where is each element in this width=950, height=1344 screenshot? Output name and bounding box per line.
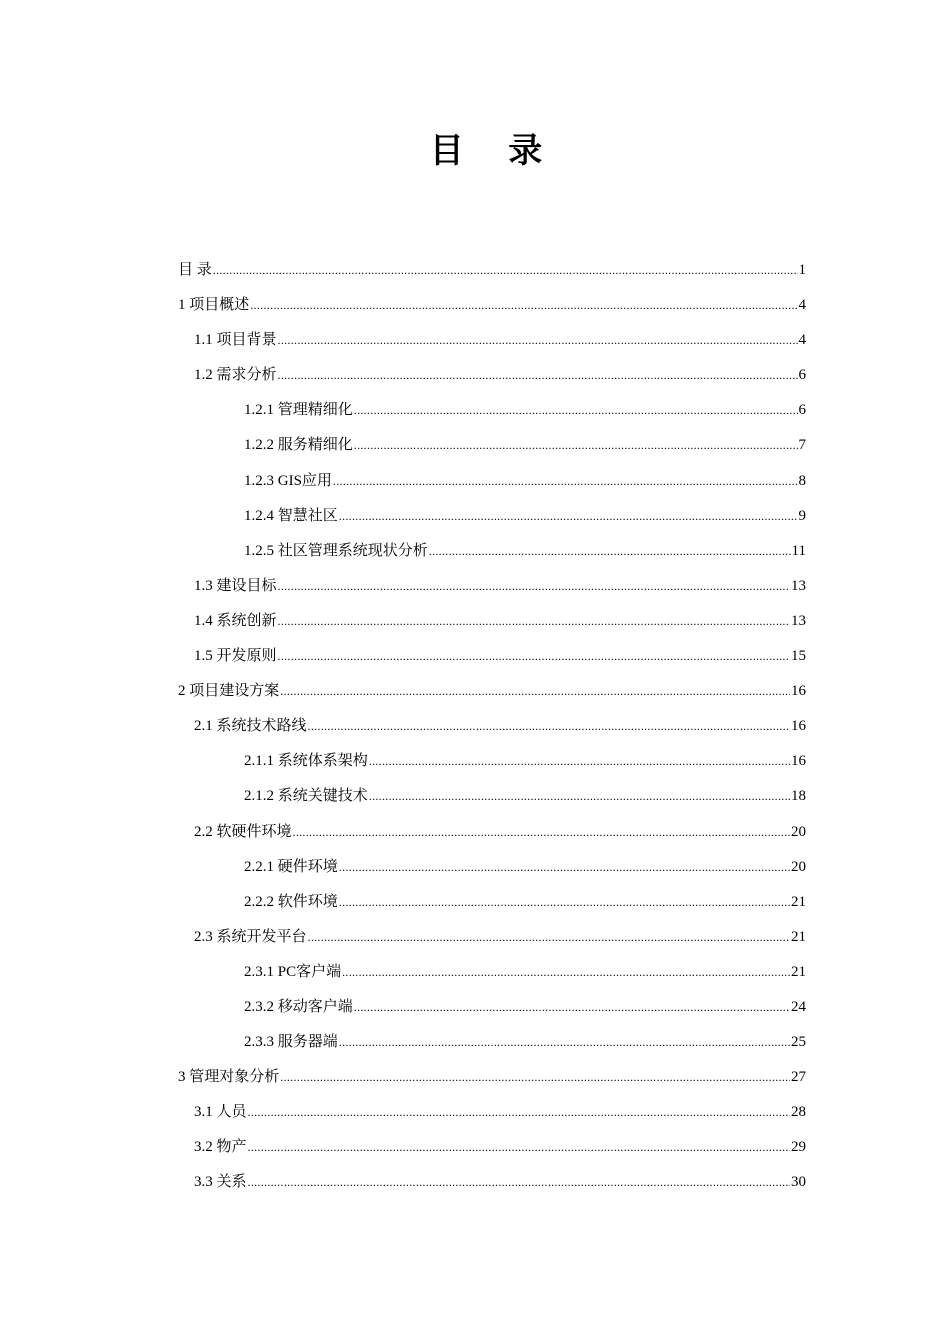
- toc-page-number: 4: [798, 297, 806, 314]
- toc-page-number: 20: [791, 858, 806, 875]
- toc-entry-label: 2 项目建设方案: [178, 683, 280, 700]
- toc-entry-label: 2.2.1 硬件环境: [244, 858, 338, 875]
- toc-entry-label: 2.1.2 系统关键技术: [244, 788, 368, 805]
- toc-entry-label: 2.2 软硬件环境: [194, 823, 292, 840]
- toc-entry-label: 1.2.5 社区管理系统现状分析: [244, 542, 428, 559]
- toc-entry-label: 1.2.3 GIS应用: [244, 472, 332, 489]
- toc-dot-leader: [339, 850, 790, 885]
- toc-page-number: 21: [791, 893, 806, 910]
- toc-entry[interactable]: [178, 955, 806, 990]
- toc-page-number: 4: [798, 332, 806, 349]
- toc-entry[interactable]: [178, 990, 806, 1025]
- toc-entry-label: 2.1.1 系统体系架构: [244, 753, 368, 770]
- toc-entry[interactable]: [178, 393, 806, 428]
- toc-dot-leader: [278, 569, 790, 604]
- toc-dot-leader: [333, 464, 798, 499]
- toc-entry-label: 3 管理对象分析: [178, 1069, 280, 1086]
- toc-entry[interactable]: [178, 639, 806, 674]
- toc-dot-leader: [339, 499, 798, 534]
- toc-entry[interactable]: [178, 1130, 806, 1165]
- toc-entry[interactable]: [178, 1025, 806, 1060]
- toc-dot-leader: [250, 288, 797, 323]
- toc-entry-label: 1.2.1 管理精细化: [244, 402, 353, 419]
- toc-entry[interactable]: [178, 358, 806, 393]
- toc-page-number: 28: [791, 1104, 806, 1121]
- toc-page-number: 9: [798, 507, 806, 524]
- toc-page-number: 8: [798, 472, 806, 489]
- toc-dot-leader: [429, 534, 791, 569]
- toc-page-number: 13: [791, 577, 806, 594]
- toc-entry[interactable]: [178, 674, 806, 709]
- toc-dot-leader: [248, 1165, 790, 1200]
- toc-entry[interactable]: [178, 885, 806, 920]
- toc-entry-label: 1.1 项目背景: [194, 332, 277, 349]
- toc-page-number: 21: [791, 928, 806, 945]
- toc-dot-leader: [278, 604, 790, 639]
- toc-page-number: 11: [791, 542, 806, 559]
- toc-entry-label: 1.2.2 服务精细化: [244, 437, 353, 454]
- toc-dot-leader: [293, 815, 790, 850]
- toc-dot-leader: [339, 885, 790, 920]
- toc-page-number: 30: [791, 1174, 806, 1191]
- toc-entry-label: 2.3.1 PC客户端: [244, 963, 342, 980]
- toc-entry-label: 3.2 物产: [194, 1139, 247, 1156]
- toc-page-number: 16: [791, 718, 806, 735]
- toc-dot-leader: [354, 990, 790, 1025]
- toc-dot-leader: [280, 674, 790, 709]
- toc-entry-label: 2.1 系统技术路线: [194, 718, 307, 735]
- toc-dot-leader: [354, 393, 798, 428]
- toc-dot-leader: [280, 1060, 790, 1095]
- toc-entry[interactable]: [178, 534, 806, 569]
- toc-page-number: 25: [791, 1034, 806, 1051]
- toc-entry[interactable]: [178, 464, 806, 499]
- toc-entry[interactable]: [178, 428, 806, 463]
- toc-entry-label: 3.3 关系: [194, 1174, 247, 1191]
- toc-page-number: 1: [798, 262, 806, 278]
- toc-dot-leader: [278, 639, 790, 674]
- toc-entry[interactable]: [178, 1165, 806, 1200]
- toc-entry[interactable]: [178, 744, 806, 779]
- toc-dot-leader: [278, 323, 798, 358]
- toc-entry[interactable]: [178, 323, 806, 358]
- toc-entry-label: 1.5 开发原则: [194, 648, 277, 665]
- toc-entry[interactable]: [178, 253, 806, 288]
- toc-entry[interactable]: [178, 288, 806, 323]
- toc-entry[interactable]: [178, 850, 806, 885]
- toc-page-number: 6: [798, 402, 806, 419]
- toc-entry-label: 1.2.4 智慧社区: [244, 507, 338, 524]
- toc-entry-label: 2.2.2 软件环境: [244, 893, 338, 910]
- toc-entry-label: 1.2 需求分析: [194, 367, 277, 384]
- toc-entry-label: 2.3.2 移动客户端: [244, 998, 353, 1015]
- toc-entry[interactable]: [178, 815, 806, 850]
- toc-page-number: 16: [791, 683, 806, 700]
- toc-entry-label: 1.4 系统创新: [194, 612, 277, 629]
- table-of-contents: [178, 253, 806, 1201]
- toc-page-number: 27: [791, 1069, 806, 1086]
- toc-dot-leader: [213, 253, 798, 288]
- toc-page-number: 29: [791, 1139, 806, 1156]
- toc-entry[interactable]: [178, 499, 806, 534]
- toc-page-number: 15: [791, 648, 806, 665]
- toc-page-number: 6: [798, 367, 806, 384]
- toc-entry-label: 2.3 系统开发平台: [194, 928, 307, 945]
- toc-entry-label: 1.3 建设目标: [194, 577, 277, 594]
- toc-page-number: 21: [791, 963, 806, 980]
- toc-page-number: 20: [791, 823, 806, 840]
- toc-entry[interactable]: [178, 920, 806, 955]
- toc-dot-leader: [248, 1095, 790, 1130]
- page-title: 目 录: [429, 133, 561, 170]
- toc-entry[interactable]: [178, 1060, 806, 1095]
- toc-entry-label: 1 项目概述: [178, 297, 250, 314]
- toc-page-number: 18: [791, 788, 806, 805]
- toc-entry[interactable]: [178, 1095, 806, 1130]
- toc-page-number: 24: [791, 998, 806, 1015]
- toc-dot-leader: [308, 920, 790, 955]
- toc-entry-label: 目 录: [178, 262, 212, 278]
- toc-dot-leader: [278, 358, 798, 393]
- toc-page-number: 16: [791, 753, 806, 770]
- toc-dot-leader: [308, 709, 790, 744]
- toc-dot-leader: [354, 428, 798, 463]
- toc-entry[interactable]: [178, 779, 806, 814]
- toc-dot-leader: [339, 1025, 790, 1060]
- toc-dot-leader: [342, 955, 790, 990]
- toc-page-number: 13: [791, 612, 806, 629]
- toc-entry[interactable]: [178, 709, 806, 744]
- toc-dot-leader: [369, 779, 790, 814]
- toc-page-number: 7: [798, 437, 806, 454]
- toc-entry[interactable]: [178, 569, 806, 604]
- toc-dot-leader: [248, 1130, 790, 1165]
- toc-dot-leader: [369, 744, 790, 779]
- toc-entry[interactable]: [178, 604, 806, 639]
- toc-entry-label: 3.1 人员: [194, 1104, 247, 1121]
- toc-entry-label: 2.3.3 服务器端: [244, 1034, 338, 1051]
